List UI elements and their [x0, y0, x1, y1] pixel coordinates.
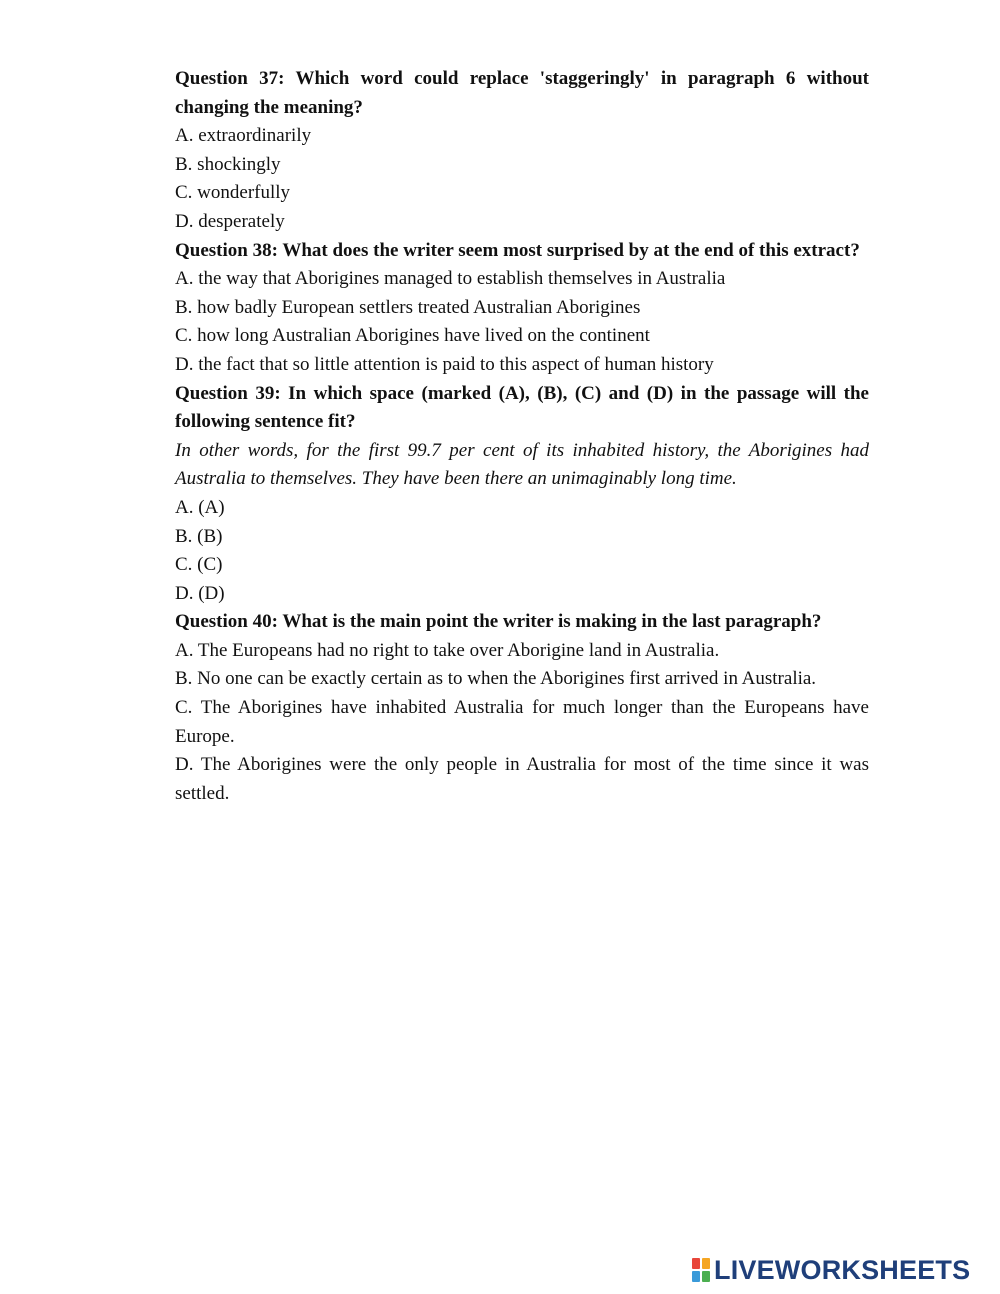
answer-option[interactable]: D. desperately — [175, 210, 285, 232]
question-title: Question 40: What is the main point the writer is making in the last paragraph? — [175, 611, 822, 633]
logo-mark-block — [692, 1271, 700, 1282]
answer-option[interactable]: B. shockingly — [175, 153, 281, 175]
answer-option[interactable]: A. The Europeans had no right to take over Aborigine land in Australia. — [175, 639, 720, 661]
answer-option[interactable]: D. The Aborigines were the only people in Australia for most of the time since it was settled. — [175, 754, 869, 804]
answer-option[interactable]: C. (C) — [175, 554, 223, 576]
answer-option[interactable]: C. The Aborigines have inhabited Australia for much longer than the Europeans have Europe. — [175, 697, 869, 747]
question-title: Question 38: What does the writer seem most surprised by at the end of this extract? — [175, 239, 860, 261]
answer-option[interactable]: D. (D) — [175, 582, 225, 604]
answer-option[interactable]: A. (A) — [175, 496, 225, 518]
question-title: Question 37: Which word could replace 'staggeringly' in paragraph 6 without changing the meaning? — [175, 68, 869, 118]
answer-option[interactable]: D. the fact that so little attention is paid to this aspect of human history — [175, 353, 714, 375]
question-39 — [175, 380, 869, 609]
logo-mark-block — [702, 1271, 710, 1282]
answer-option[interactable]: A. the way that Aborigines managed to establish themselves in Australia — [175, 268, 726, 290]
answer-option[interactable]: C. how long Australian Aborigines have lived on the continent — [175, 325, 650, 347]
logo-text: LIVEWORKSHEETS — [714, 1254, 971, 1285]
worksheet-content — [175, 65, 869, 808]
quoted-sentence: In other words, for the first 99.7 per cent of its inhabited history, the Aborigines had Australia to themselves. They have been there an unimaginably long time. — [175, 439, 869, 490]
answer-option[interactable]: B. No one can be exactly certain as to when the Aborigines first arrived in Australia. — [175, 668, 817, 690]
logo-mark-block — [692, 1258, 700, 1269]
question-37 — [175, 65, 869, 237]
liveworksheets-logo-icon — [691, 1257, 711, 1283]
answer-option[interactable]: B. (B) — [175, 525, 223, 547]
liveworksheets-logo — [691, 1255, 970, 1285]
answer-option[interactable]: C. wonderfully — [175, 182, 291, 204]
answer-option[interactable]: A. extraordinarily — [175, 125, 312, 147]
question-38 — [175, 237, 869, 380]
question-title: Question 39: In which space (marked (A), (B), (C) and (D) in the passage will the following sentence fit? — [175, 382, 869, 433]
question-40 — [175, 608, 869, 808]
logo-mark-block — [702, 1258, 710, 1269]
answer-option[interactable]: B. how badly European settlers treated Australian Aborigines — [175, 296, 641, 318]
